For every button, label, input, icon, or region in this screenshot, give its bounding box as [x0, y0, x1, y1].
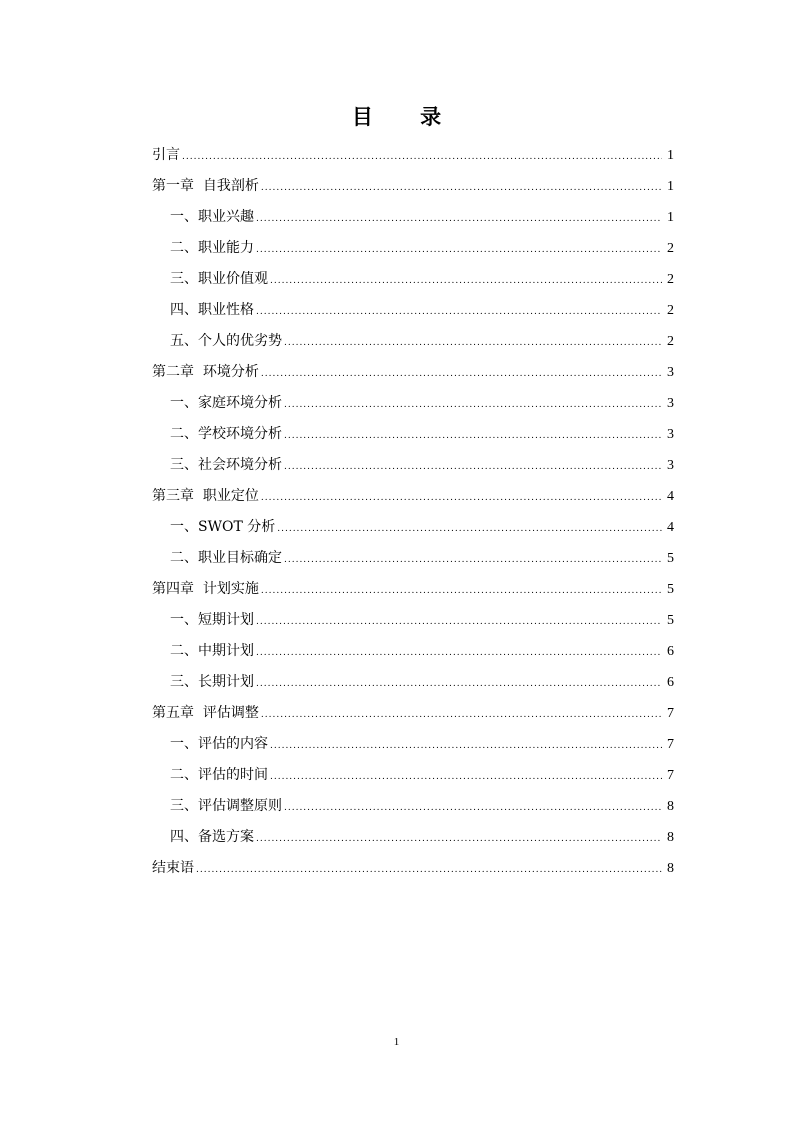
toc-entry[interactable] — [152, 267, 674, 298]
toc-entry[interactable] — [152, 174, 674, 205]
toc-entry-page: 6 — [667, 644, 674, 659]
toc-entry-label: 三、长期计划 — [170, 674, 254, 690]
toc-dot-leader — [270, 734, 662, 758]
toc-dot-leader — [284, 796, 662, 820]
toc-entry[interactable] — [152, 329, 674, 360]
toc-entry-page: 4 — [667, 520, 674, 535]
toc-entry-label: 二、学校环境分析 — [170, 426, 282, 442]
toc-dot-leader — [270, 765, 662, 789]
toc-entry-label: 二、职业能力 — [170, 240, 254, 256]
toc-entry-page: 4 — [667, 489, 674, 504]
toc-entry-page: 3 — [667, 365, 674, 380]
toc-entry-label: 一、评估的内容 — [170, 736, 268, 752]
toc-entry-page: 8 — [667, 830, 674, 845]
toc-entry[interactable] — [152, 453, 674, 484]
toc-dot-leader — [284, 424, 662, 448]
toc-dot-leader — [261, 362, 662, 386]
toc-entry[interactable] — [152, 484, 674, 515]
toc-entry-page: 3 — [667, 458, 674, 473]
toc-entry-label: 二、评估的时间 — [170, 767, 268, 783]
toc-entry-page: 8 — [667, 799, 674, 814]
toc-entry-page: 1 — [667, 148, 674, 163]
table-of-contents — [152, 143, 674, 887]
toc-entry-page: 7 — [667, 737, 674, 752]
toc-entry[interactable] — [152, 298, 674, 329]
toc-title: 目 录 — [351, 104, 462, 129]
toc-entry[interactable] — [152, 205, 674, 236]
toc-dot-leader — [256, 641, 662, 665]
toc-entry[interactable] — [152, 360, 674, 391]
toc-entry-label: 一、职业兴趣 — [170, 209, 254, 225]
toc-dot-leader — [284, 393, 662, 417]
toc-entry[interactable] — [152, 825, 674, 856]
toc-entry-label: 结束语 — [152, 860, 194, 876]
toc-entry-page: 6 — [667, 675, 674, 690]
toc-dot-leader — [261, 579, 662, 603]
toc-entry-label: 第三章 职业定位 — [152, 488, 259, 504]
toc-dot-leader — [256, 610, 662, 634]
toc-entry-label: 一、短期计划 — [170, 612, 254, 628]
toc-dot-leader — [256, 207, 662, 231]
toc-entry-label: 一、家庭环境分析 — [170, 395, 282, 411]
toc-dot-leader — [277, 517, 662, 541]
toc-entry[interactable] — [152, 422, 674, 453]
page-number: 1 — [393, 1036, 400, 1048]
toc-entry-page: 1 — [667, 210, 674, 225]
toc-dot-leader — [261, 703, 662, 727]
toc-dot-leader — [284, 548, 662, 572]
toc-entry-page: 2 — [667, 241, 674, 256]
toc-entry-label: 引言 — [152, 147, 180, 163]
toc-entry-label: 三、社会环境分析 — [170, 457, 282, 473]
toc-entry-page: 2 — [667, 272, 674, 287]
toc-entry[interactable] — [152, 577, 674, 608]
toc-entry-label: 第一章 自我剖析 — [152, 178, 259, 194]
toc-entry[interactable] — [152, 608, 674, 639]
toc-entry-page: 8 — [667, 861, 674, 876]
toc-entry-label: 二、中期计划 — [170, 643, 254, 659]
toc-entry[interactable] — [152, 763, 674, 794]
toc-dot-leader — [196, 858, 662, 882]
toc-entry[interactable] — [152, 732, 674, 763]
toc-entry[interactable] — [152, 546, 674, 577]
toc-dot-leader — [256, 238, 662, 262]
toc-entry[interactable] — [152, 701, 674, 732]
toc-entry[interactable] — [152, 391, 674, 422]
toc-entry-page: 1 — [667, 179, 674, 194]
toc-entry-label: 第四章 计划实施 — [152, 581, 259, 597]
toc-dot-leader — [284, 455, 662, 479]
toc-dot-leader — [256, 827, 662, 851]
toc-entry[interactable] — [152, 143, 674, 174]
toc-entry-label: 第五章 评估调整 — [152, 705, 259, 721]
toc-entry-page: 7 — [667, 768, 674, 783]
toc-entry-page: 5 — [667, 582, 674, 597]
toc-entry[interactable] — [152, 856, 674, 887]
toc-entry-label: 三、评估调整原则 — [170, 798, 282, 814]
toc-dot-leader — [261, 176, 662, 200]
toc-entry-label: 第二章 环境分析 — [152, 364, 259, 380]
toc-entry[interactable] — [152, 639, 674, 670]
toc-entry[interactable] — [152, 515, 674, 546]
toc-dot-leader — [270, 269, 662, 293]
toc-entry-label: 一、SWOT 分析 — [170, 519, 276, 535]
toc-entry[interactable] — [152, 670, 674, 701]
toc-entry-page: 2 — [667, 334, 674, 349]
toc-entry-page: 3 — [667, 396, 674, 411]
toc-dot-leader — [284, 331, 662, 355]
toc-entry-label: 四、职业性格 — [170, 302, 254, 318]
toc-entry-label: 三、职业价值观 — [170, 271, 268, 287]
toc-entry-label: 二、职业目标确定 — [170, 550, 282, 566]
toc-dot-leader — [261, 486, 662, 510]
toc-entry-page: 5 — [667, 613, 674, 628]
toc-entry-page: 7 — [667, 706, 674, 721]
toc-entry[interactable] — [152, 236, 674, 267]
toc-dot-leader — [256, 672, 662, 696]
toc-entry[interactable] — [152, 794, 674, 825]
toc-entry-page: 2 — [667, 303, 674, 318]
toc-entry-label: 四、备选方案 — [170, 829, 254, 845]
toc-dot-leader — [256, 300, 662, 324]
toc-dot-leader — [182, 145, 662, 169]
toc-entry-page: 5 — [667, 551, 674, 566]
toc-entry-label: 五、个人的优劣势 — [170, 333, 282, 349]
toc-entry-page: 3 — [667, 427, 674, 442]
